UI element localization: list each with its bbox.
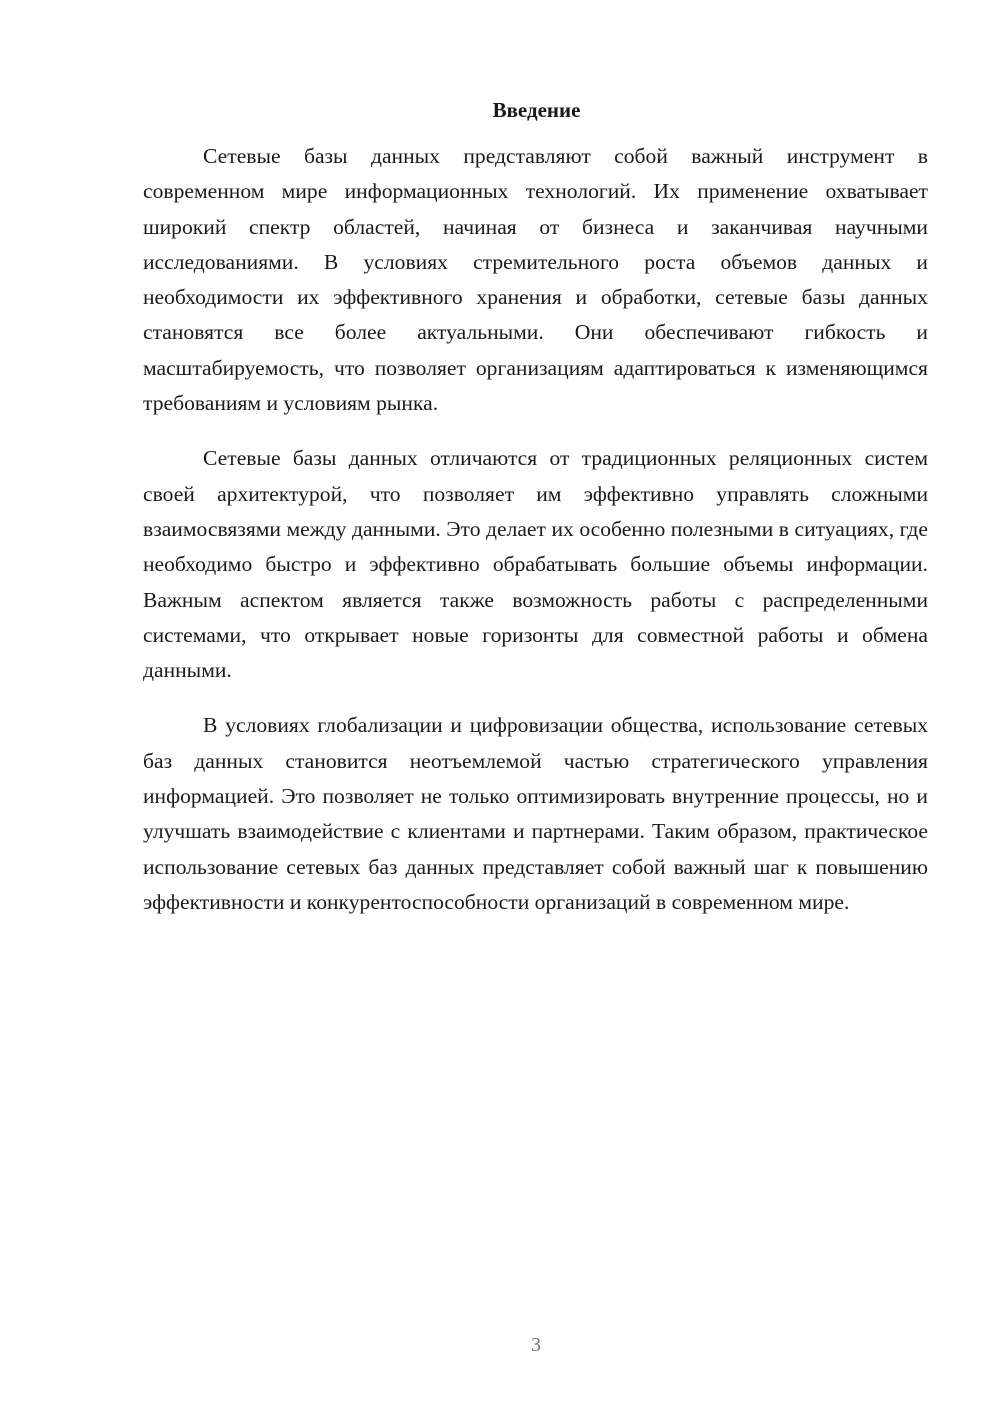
paragraph-1: Сетевые базы данных представляют собой важный инструмент в современном мире информационных технологий. Их применение охватывает широкий спектр областей, начиная от бизнеса и заканчивая научными исследованиями. В условиях стремительного роста объемов данных и необходимости их эффективного хранения и обработки, сетевые базы данных становятся все более актуальными. Они обеспечивают гибкость и масштабируемость, что позволяет организациям адаптироваться к изменяющимся требованиям и условиям рынка. — [143, 144, 928, 416]
paragraph-3: В условиях глобализации и цифровизации общества, использование сетевых баз данных становится неотъемлемой частью стратегического управления информацией. Это позволяет не только оптимизировать внутренние процессы, но и улучшать взаимодействие с клиентами и партнерами. Таким образом, практическое использование сетевых баз данных представляет собой важный шаг к повышению эффективности и конкурентоспособности организаций в современном мире. — [143, 713, 928, 914]
page-number: 3 — [531, 1334, 541, 1356]
page-content — [143, 94, 928, 940]
paragraph-2: Сетевые базы данных отличаются от традиционных реляционных систем своей архитектурой, что позволяет им эффективно управлять сложными взаимосвязями между данными. Это делает их особенно полезными в ситуациях, где необходимо быстро и эффективно обрабатывать большие объемы информации. Важным аспектом является также возможность работы с распределенными системами, что открывает новые горизонты для совместной работы и обмена данными. — [143, 446, 928, 683]
section-heading: Введение — [492, 98, 581, 122]
